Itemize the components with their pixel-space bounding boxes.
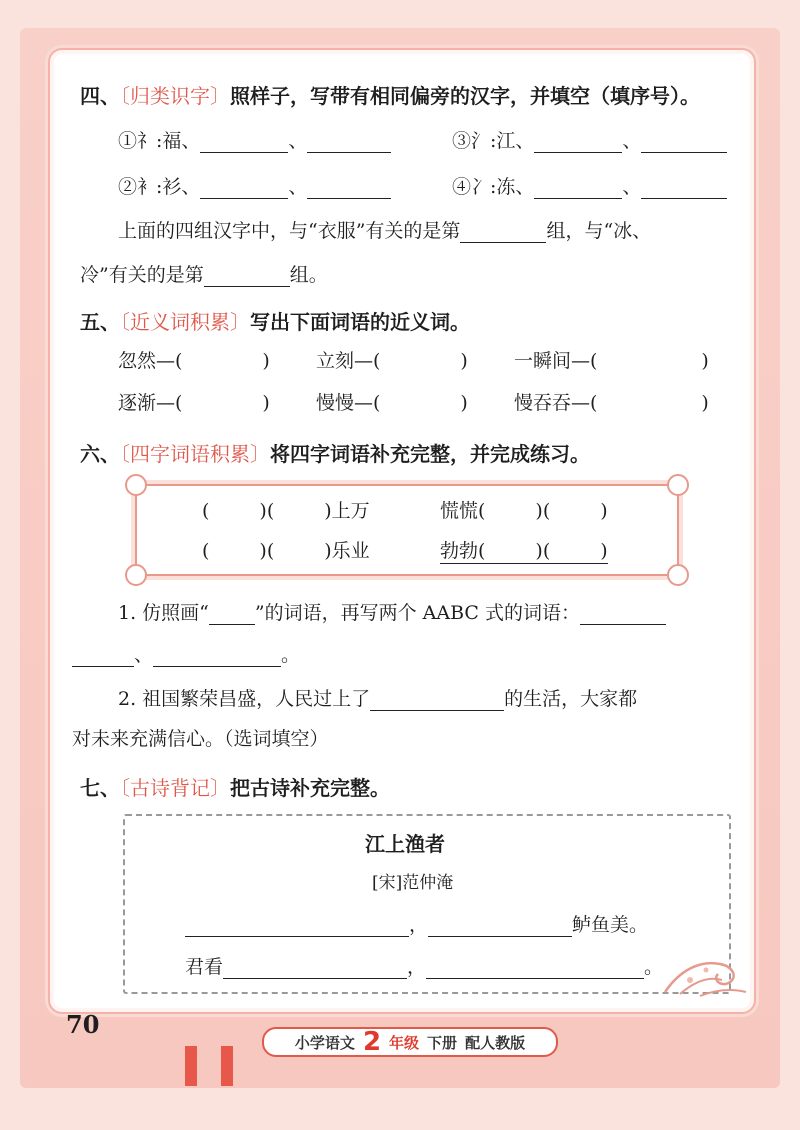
q6-p2-text-c: 对未来充满信心。（选词填空） <box>72 728 329 750</box>
q4-row1-right-label: ③氵:江、 <box>452 130 535 152</box>
q6-p1-text-b: ”的词语，再写两个 AABC 式的词语： <box>254 602 580 624</box>
separator: 、 <box>622 176 642 198</box>
q7-instruction: 把古诗补充完整。 <box>230 776 390 800</box>
separator: 、 <box>288 130 308 152</box>
q4-line1-text-a: 上面的四组汉字中，与“衣服”有关的是第 <box>118 220 461 242</box>
footer-edition: 配人教版 <box>465 1033 526 1052</box>
paren: )( <box>259 500 275 522</box>
idiom-prefix: 慌慌( <box>440 500 486 522</box>
blank[interactable] <box>204 264 290 287</box>
separator: 、 <box>288 176 308 198</box>
q5-word: 一瞬间—( <box>514 350 598 372</box>
q4-heading <box>80 80 700 109</box>
box-corner-ornament <box>667 564 689 586</box>
q4-row1-left-label: ①礻:福、 <box>118 130 201 152</box>
blank[interactable] <box>641 130 727 153</box>
q4-tag: 〔归类识字〕 <box>120 84 230 108</box>
blank[interactable] <box>370 688 504 711</box>
q5-word: 慢吞吞—( <box>514 392 598 414</box>
box-corner-ornament <box>125 474 147 496</box>
poem-title: 江上渔者 <box>365 832 445 856</box>
q6-p2-line2 <box>72 724 329 751</box>
q4-line2-text-a: 冷”有关的是第 <box>80 264 204 286</box>
blank[interactable] <box>223 956 407 979</box>
wave-decoration-icon <box>660 930 750 1000</box>
paren: ( <box>202 500 210 522</box>
q5-word: 忽然—( <box>118 350 183 372</box>
q7-number: 七、 <box>80 776 120 800</box>
idiom-suffix: )上万 <box>324 500 370 522</box>
blank[interactable] <box>72 644 134 667</box>
blank[interactable] <box>307 130 391 153</box>
q5-item <box>316 388 468 415</box>
box-corner-ornament <box>125 564 147 586</box>
period: 。 <box>644 956 664 978</box>
close-paren: ) <box>701 350 709 372</box>
idiom-row2-left <box>202 536 370 563</box>
footer-grade-word: 年级 <box>389 1033 420 1052</box>
close-paren: ) <box>262 392 270 414</box>
blank[interactable] <box>307 176 391 199</box>
poem-line2-start: 君看 <box>185 956 224 978</box>
blank[interactable] <box>185 914 409 937</box>
period: 。 <box>281 644 301 666</box>
close-paren: ) <box>460 392 468 414</box>
q4-row2-right-label: ④冫:冻、 <box>452 176 535 198</box>
blank[interactable] <box>428 914 572 937</box>
blank[interactable] <box>460 220 546 243</box>
q6-p1-line1 <box>118 598 666 625</box>
q4-row1-left <box>118 126 391 153</box>
q5-item <box>514 346 709 373</box>
blank[interactable] <box>200 176 288 199</box>
poem-author: [宋]范仲淹 <box>372 873 454 893</box>
q4-fill-line1 <box>118 216 651 243</box>
poem-line1 <box>185 910 648 937</box>
q5-item <box>514 388 709 415</box>
q4-row1-right <box>452 126 727 153</box>
footer-grade-number: 2 <box>362 1027 382 1057</box>
q4-line1-text-b: 组，与“冰、 <box>546 220 652 242</box>
q6-p2-text-b: 的生活，大家都 <box>504 688 638 710</box>
idiom-suffix: )乐业 <box>324 540 370 562</box>
idiom-row1-left <box>202 496 370 523</box>
q7-heading <box>80 772 390 801</box>
q6-p1-line2 <box>72 640 300 667</box>
idiom-row2-right-underlined <box>440 536 608 564</box>
footer-term: 下册 <box>427 1033 458 1052</box>
paren: )( <box>535 500 551 522</box>
q5-item <box>118 388 270 415</box>
blank[interactable] <box>153 644 281 667</box>
paren: ) <box>600 500 608 522</box>
blank[interactable] <box>641 176 727 199</box>
blank[interactable] <box>200 130 288 153</box>
q5-item <box>118 346 270 373</box>
q6-instruction: 将四字词语补充完整，并完成练习。 <box>270 442 590 466</box>
q5-heading <box>80 306 470 335</box>
separator: 、 <box>622 130 642 152</box>
poem-line1-end: 鲈鱼美。 <box>572 914 649 936</box>
q4-row2-right <box>452 172 727 199</box>
separator: 、 <box>134 644 154 666</box>
q5-word: 立刻—( <box>316 350 381 372</box>
close-paren: ) <box>262 350 270 372</box>
paren: )( <box>259 540 275 562</box>
q5-tag: 〔近义词积累〕 <box>120 310 250 334</box>
close-paren: ) <box>460 350 468 372</box>
q6-p1-text-a: 1. 仿照画“ <box>118 602 209 624</box>
paren: )( <box>535 540 551 562</box>
q5-instruction: 写出下面词语的近义词。 <box>250 310 470 334</box>
q4-fill-line2 <box>80 260 328 287</box>
comma: ， <box>407 956 427 978</box>
q4-row2-left <box>118 172 391 199</box>
box-corner-ornament <box>667 474 689 496</box>
q6-p2-line1 <box>118 684 637 711</box>
q5-number: 五、 <box>80 310 120 334</box>
idiom-row1-right <box>440 496 608 523</box>
q6-number: 六、 <box>80 442 120 466</box>
book-label-badge <box>262 1027 558 1057</box>
page-number: 70 <box>66 1010 100 1039</box>
q6-p2-text-a: 2. 祖国繁荣昌盛，人民过上了 <box>118 688 371 710</box>
poem-line2 <box>185 952 663 979</box>
q4-instruction: 照样子，写带有相同偏旁的汉字，并填空（填序号）。 <box>230 84 700 108</box>
q4-line2-text-b: 组。 <box>289 264 328 286</box>
idiom-prefix: 勃勃( <box>440 540 486 562</box>
red-bars-decoration-icon <box>185 1046 245 1086</box>
comma: ， <box>409 914 429 936</box>
q5-item <box>316 346 468 373</box>
blank[interactable] <box>534 176 622 199</box>
q5-word: 慢慢—( <box>316 392 381 414</box>
close-paren: ) <box>701 392 709 414</box>
paren: ) <box>600 540 608 562</box>
q7-tag: 〔古诗背记〕 <box>120 776 230 800</box>
blank[interactable] <box>426 956 644 979</box>
q5-word: 逐渐—( <box>118 392 183 414</box>
underline-sample <box>209 602 255 625</box>
blank[interactable] <box>580 602 666 625</box>
q4-row2-left-label: ②衤:衫、 <box>118 176 201 198</box>
q6-tag: 〔四字词语积累〕 <box>120 442 270 466</box>
q4-number: 四、 <box>80 84 120 108</box>
blank[interactable] <box>534 130 622 153</box>
q6-heading <box>80 438 590 467</box>
footer-subject: 小学语文 <box>294 1033 355 1052</box>
paren: ( <box>202 540 210 562</box>
